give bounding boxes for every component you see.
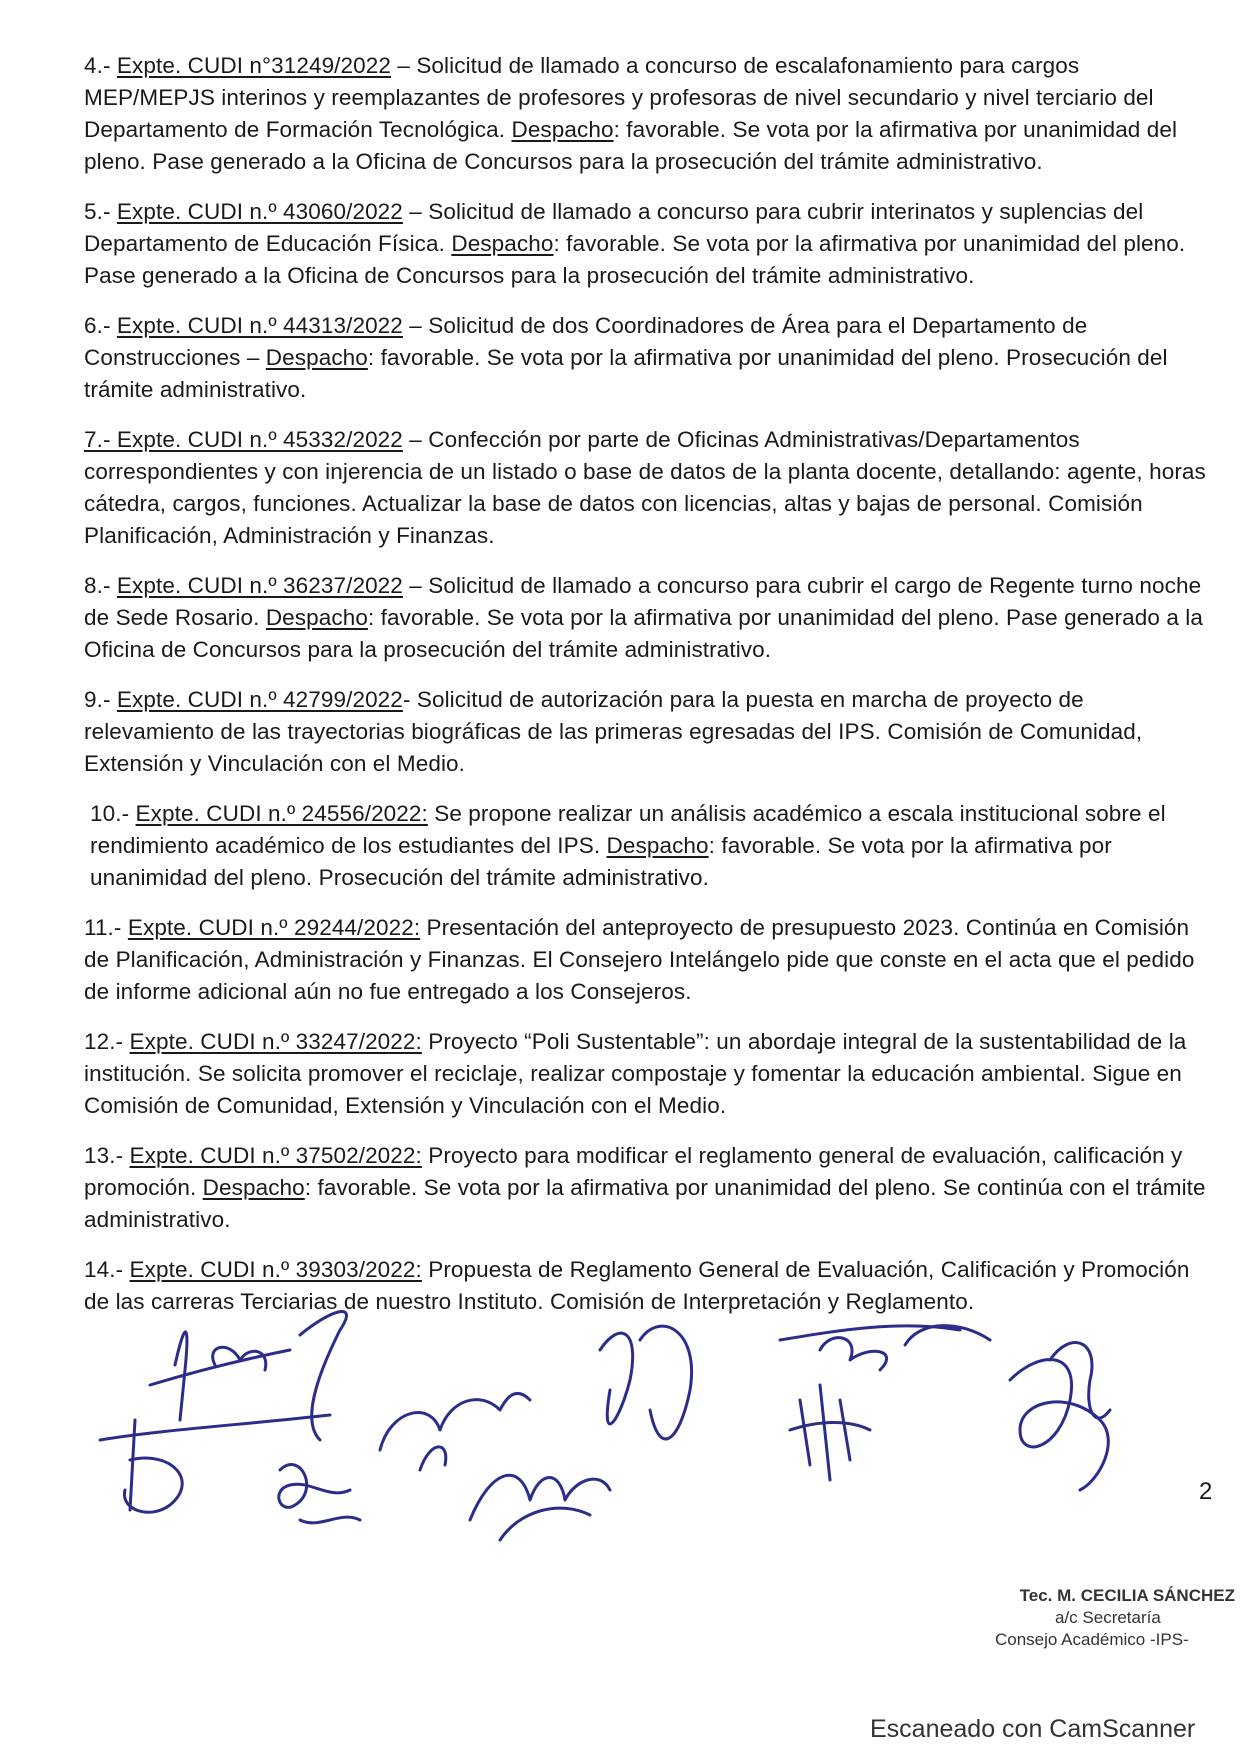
item-number: 4.-	[84, 53, 117, 78]
item-number: 11.-	[84, 915, 128, 940]
expediente-ref: Expte. CUDI n°31249/2022	[116, 53, 391, 78]
item-number: 13.-	[84, 1143, 130, 1168]
item-text-tail: : favorable. Se vota por la afirmativa por unanimidad del pleno. Pase generado a la Oficina de Concursos para la prosecución del trámite administrativo.	[84, 605, 1204, 662]
agenda-item-9	[84, 684, 1209, 780]
item-text: Se propone realizar un análisis académico a escala institucional sobre el rendimiento académico de los estudiantes del IPS.	[90, 801, 1166, 858]
item-number: 12.-	[84, 1029, 130, 1054]
signature-3	[470, 1326, 692, 1540]
expediente-ref: Expte. CUDI n.º 24556/2022:	[135, 801, 428, 826]
agenda-items	[84, 50, 1209, 1336]
expediente-ref: Expte. CUDI n.º 29244/2022:	[127, 915, 421, 940]
agenda-item-13	[84, 1140, 1209, 1236]
signature-4	[780, 1326, 990, 1480]
item-text: Presentación del anteproyecto de presupuesto 2023. Continúa en Comisión de Planificación, Administración y Finanzas. El Consejero Intelángelo pide que conste en el acta que el pedido de informe adicional aún no fue entregado a los Consejeros.	[84, 915, 1195, 1004]
page-number: 2	[1199, 1478, 1213, 1505]
item-text-tail: : favorable. Se vota por la afirmativa por unanimidad del pleno. Pase generado a la Oficina de Concursos para la prosecución del trámite administrativo.	[84, 117, 1178, 174]
item-text-tail: : favorable. Se vota por la afirmativa por unanimidad del pleno. Se continúa con el trámite administrativo.	[84, 1175, 1206, 1232]
agenda-item-8	[84, 570, 1209, 666]
despacho-label: Despacho	[451, 231, 554, 256]
item-text: – Solicitud de llamado a concurso de escalafonamiento para cargos MEP/MEPJS interinos y reemplazantes de profesores y profesoras de nivel secundario y nivel terciario del Departamento de Formación Tecnológica.	[84, 53, 1154, 142]
despacho-label: Despacho	[606, 833, 709, 858]
signature-1	[100, 1311, 346, 1512]
item-number: 14.-	[84, 1257, 130, 1282]
agenda-item-10	[84, 798, 1209, 894]
expediente-ref: Expte. CUDI n.º 39303/2022:	[129, 1257, 422, 1282]
expediente-ref: Expte. CUDI n.º 45332/2022	[116, 427, 403, 452]
item-text-tail: : favorable. Se vota por la afirmativa por unanimidad del pleno. Prosecución del trámite administrativo.	[84, 345, 1168, 402]
item-text: Proyecto para modificar el reglamento general de evaluación, calificación y promoción.	[84, 1143, 1183, 1200]
item-text: Proyecto “Poli Sustentable”: un abordaje integral de la sustentabilidad de la institución. Se solicita promover el reciclaje, realizar compostaje y fomentar la educación ambiental. Sigue en Comisión de Comunidad, Extensión y Vinculación con el Medio.	[84, 1029, 1187, 1118]
expediente-ref: Expte. CUDI n.º 42799/2022	[116, 687, 403, 712]
expediente-ref: Expte. CUDI n.º 37502/2022:	[129, 1143, 422, 1168]
stamp-name: Tec. M. CECILIA SÁNCHEZ	[1019, 1586, 1235, 1605]
item-text: – Solicitud de llamado a concurso para cubrir interinatos y suplencias del Departamento de Educación Física.	[84, 199, 1144, 256]
item-text-tail: : favorable. Se vota por la afirmativa por unanimidad del pleno. Pase generado a la Oficina de Concursos para la prosecución del trámite administrativo.	[84, 231, 1186, 288]
official-stamp	[985, 1585, 1235, 1651]
item-text: Propuesta de Reglamento General de Evaluación, Calificación y Promoción de las carreras Terciarias de nuestro Instituto. Comisión de Interpretación y Reglamento.	[84, 1257, 1190, 1314]
agenda-item-7	[84, 424, 1209, 552]
expediente-ref: Expte. CUDI n.º 33247/2022:	[129, 1029, 422, 1054]
expediente-ref: Expte. CUDI n.º 44313/2022	[116, 313, 403, 338]
agenda-item-5	[84, 196, 1209, 292]
expediente-ref: Expte. CUDI n.º 36237/2022	[116, 573, 403, 598]
item-number: 6.-	[84, 313, 117, 338]
item-text: – Solicitud de llamado a concurso para cubrir el cargo de Regente turno noche de Sede Rosario.	[84, 573, 1202, 630]
item-text: - Solicitud de autorización para la puesta en marcha de proyecto de relevamiento de las trayectorias biográficas de las primeras egresadas del IPS. Comisión de Comunidad, Extensión y Vinculación con el Medio.	[84, 687, 1143, 776]
item-text: – Solicitud de dos Coordinadores de Área para el Departamento de Construcciones –	[84, 313, 1088, 370]
item-text-tail: : favorable. Se vota por la afirmativa por unanimidad del pleno. Prosecución del trámite administrativo.	[90, 833, 1112, 890]
agenda-item-4	[84, 50, 1209, 178]
item-number: 9.-	[84, 687, 117, 712]
agenda-item-11	[84, 912, 1209, 1008]
item-number: 5.-	[84, 199, 117, 224]
signature-2	[279, 1393, 530, 1522]
despacho-label: Despacho	[202, 1175, 305, 1200]
stamp-role: a/c Secretaría	[1055, 1608, 1161, 1627]
signature-5	[1010, 1343, 1110, 1490]
item-number: 10.-	[90, 801, 136, 826]
item-text: – Confección por parte de Oficinas Administrativas/Departamentos correspondientes y con injerencia de un listado o base de datos de la planta docente, detallando: agente, horas cátedra, cargos, funciones. Actualizar la base de datos con licencias, altas y bajas de personal. Comisión Planificación, Administración y Finanzas.	[84, 427, 1206, 548]
scanner-watermark: Escaneado con CamScanner	[870, 1715, 1196, 1743]
despacho-label: Despacho	[265, 345, 368, 370]
agenda-item-6	[84, 310, 1209, 406]
stamp-institution: Consejo Académico -IPS-	[995, 1630, 1189, 1649]
despacho-label: Despacho	[511, 117, 614, 142]
item-number: 8.-	[84, 573, 117, 598]
agenda-item-12	[84, 1026, 1209, 1122]
despacho-label: Despacho	[265, 605, 368, 630]
expediente-ref: Expte. CUDI n.º 43060/2022	[116, 199, 403, 224]
item-number: 7.-	[84, 427, 117, 452]
